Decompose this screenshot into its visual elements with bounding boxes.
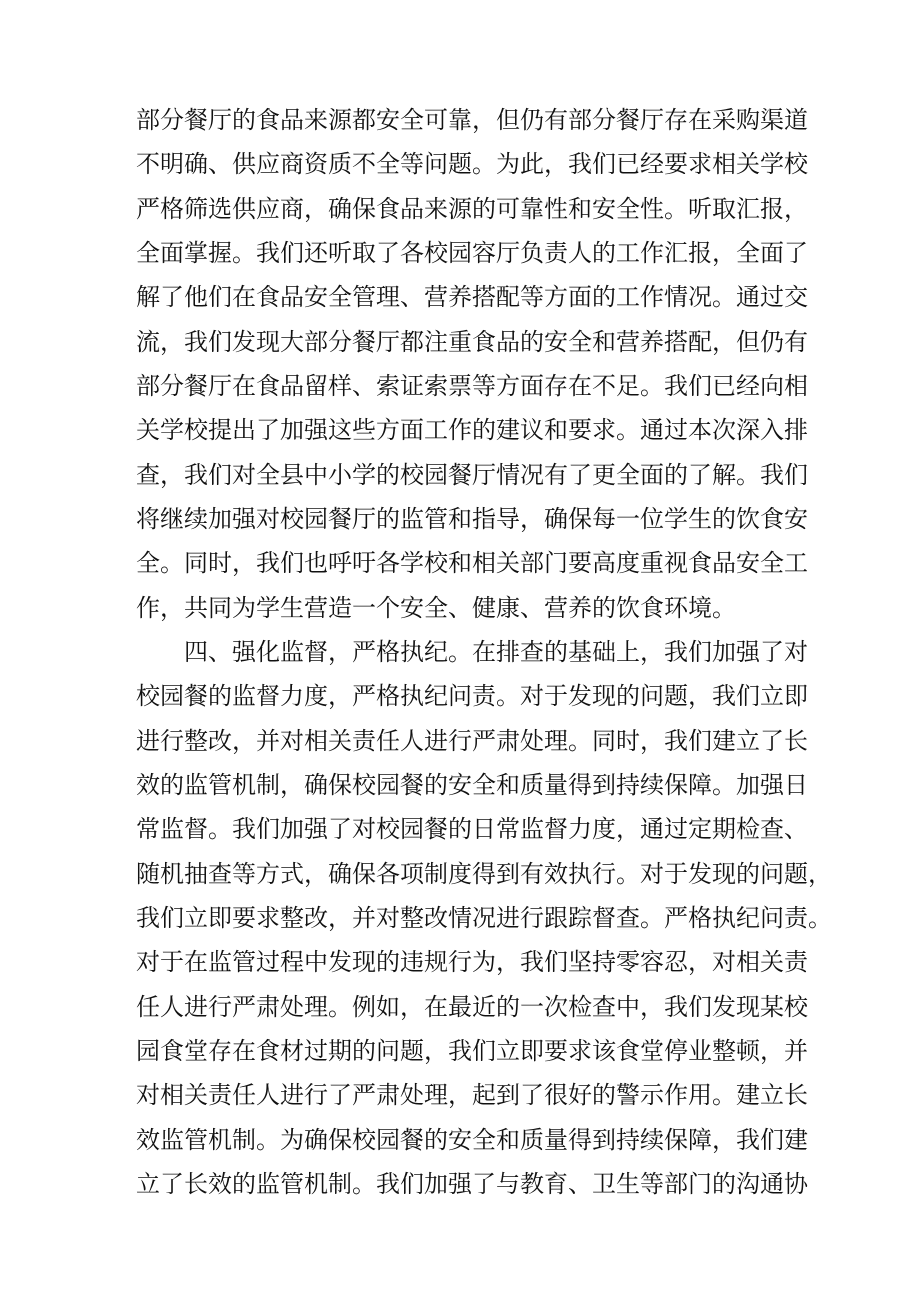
text-line: 部分餐厅的食品来源都安全可靠，但仍有部分餐厅存在采购渠道 <box>136 106 808 134</box>
paragraph-continued <box>136 98 808 630</box>
text-line: 效的监管机制，确保校园餐的安全和质量得到持续保障。加强日 <box>136 770 808 799</box>
text-line: 立了长效的监管机制。我们加强了与教育、卫生等部门的沟通协 <box>136 1169 808 1198</box>
text-line: 四、强化监督，严格执纪。在排查的基础上，我们加强了对 <box>184 638 808 666</box>
text-line: 部分餐厅在食品留样、索证索票等方面存在不足。我们已经向相 <box>136 371 808 400</box>
text-line: 我们立即要求整改，并对整改情况进行跟踪督查。严格执纪问责。 <box>136 903 832 932</box>
text-line: 严格筛选供应商，确保食品来源的可靠性和安全性。听取汇报， <box>136 194 808 223</box>
text-line: 任人进行严肃处理。例如，在最近的一次检查中，我们发现某校 <box>136 992 808 1021</box>
text-line: 关学校提出了加强这些方面工作的建议和要求。通过本次深入排 <box>136 416 808 445</box>
text-line: 园食堂存在食材过期的问题，我们立即要求该食堂停业整顿，并 <box>136 1036 808 1065</box>
text-line: 流，我们发现大部分餐厅都注重食品的安全和营养搭配，但仍有 <box>136 327 808 356</box>
paragraph-section-four <box>136 630 832 1206</box>
text-line: 将继续加强对校园餐厅的监管和指导，确保每一位学生的饮食安 <box>136 504 808 533</box>
text-line: 查，我们对全县中小学的校园餐厅情况有了更全面的了解。我们 <box>136 460 808 489</box>
text-line: 全。同时，我们也呼吁各学校和相关部门要高度重视食品安全工 <box>136 549 808 578</box>
text-line: 对于在监管过程中发现的违规行为，我们坚持零容忍，对相关责 <box>136 948 808 977</box>
text-line: 进行整改，并对相关责任人进行严肃处理。同时，我们建立了长 <box>136 726 808 755</box>
text-line: 对相关责任人进行了严肃处理，起到了很好的警示作用。建立长 <box>136 1081 808 1110</box>
text-line: 全面掌握。我们还听取了各校园容厅负责人的工作汇报，全面了 <box>136 238 808 267</box>
text-line: 不明确、供应商资质不全等问题。为此，我们已经要求相关学校 <box>136 150 808 179</box>
text-line: 作，共同为学生营造一个安全、健康、营养的饮食环境。 <box>136 593 736 622</box>
text-line: 常监督。我们加强了对校园餐的日常监督力度，通过定期检查、 <box>136 815 808 844</box>
text-line: 解了他们在食品安全管理、营养搭配等方面的工作情况。通过交 <box>136 283 808 312</box>
text-line: 随机抽查等方式，确保各项制度得到有效执行。对于发现的问题， <box>136 859 832 888</box>
text-line: 校园餐的监督力度，严格执纪问责。对于发现的问题，我们立即 <box>136 682 808 711</box>
text-line: 效监管机制。为确保校园餐的安全和质量得到持续保障，我们建 <box>136 1125 808 1154</box>
